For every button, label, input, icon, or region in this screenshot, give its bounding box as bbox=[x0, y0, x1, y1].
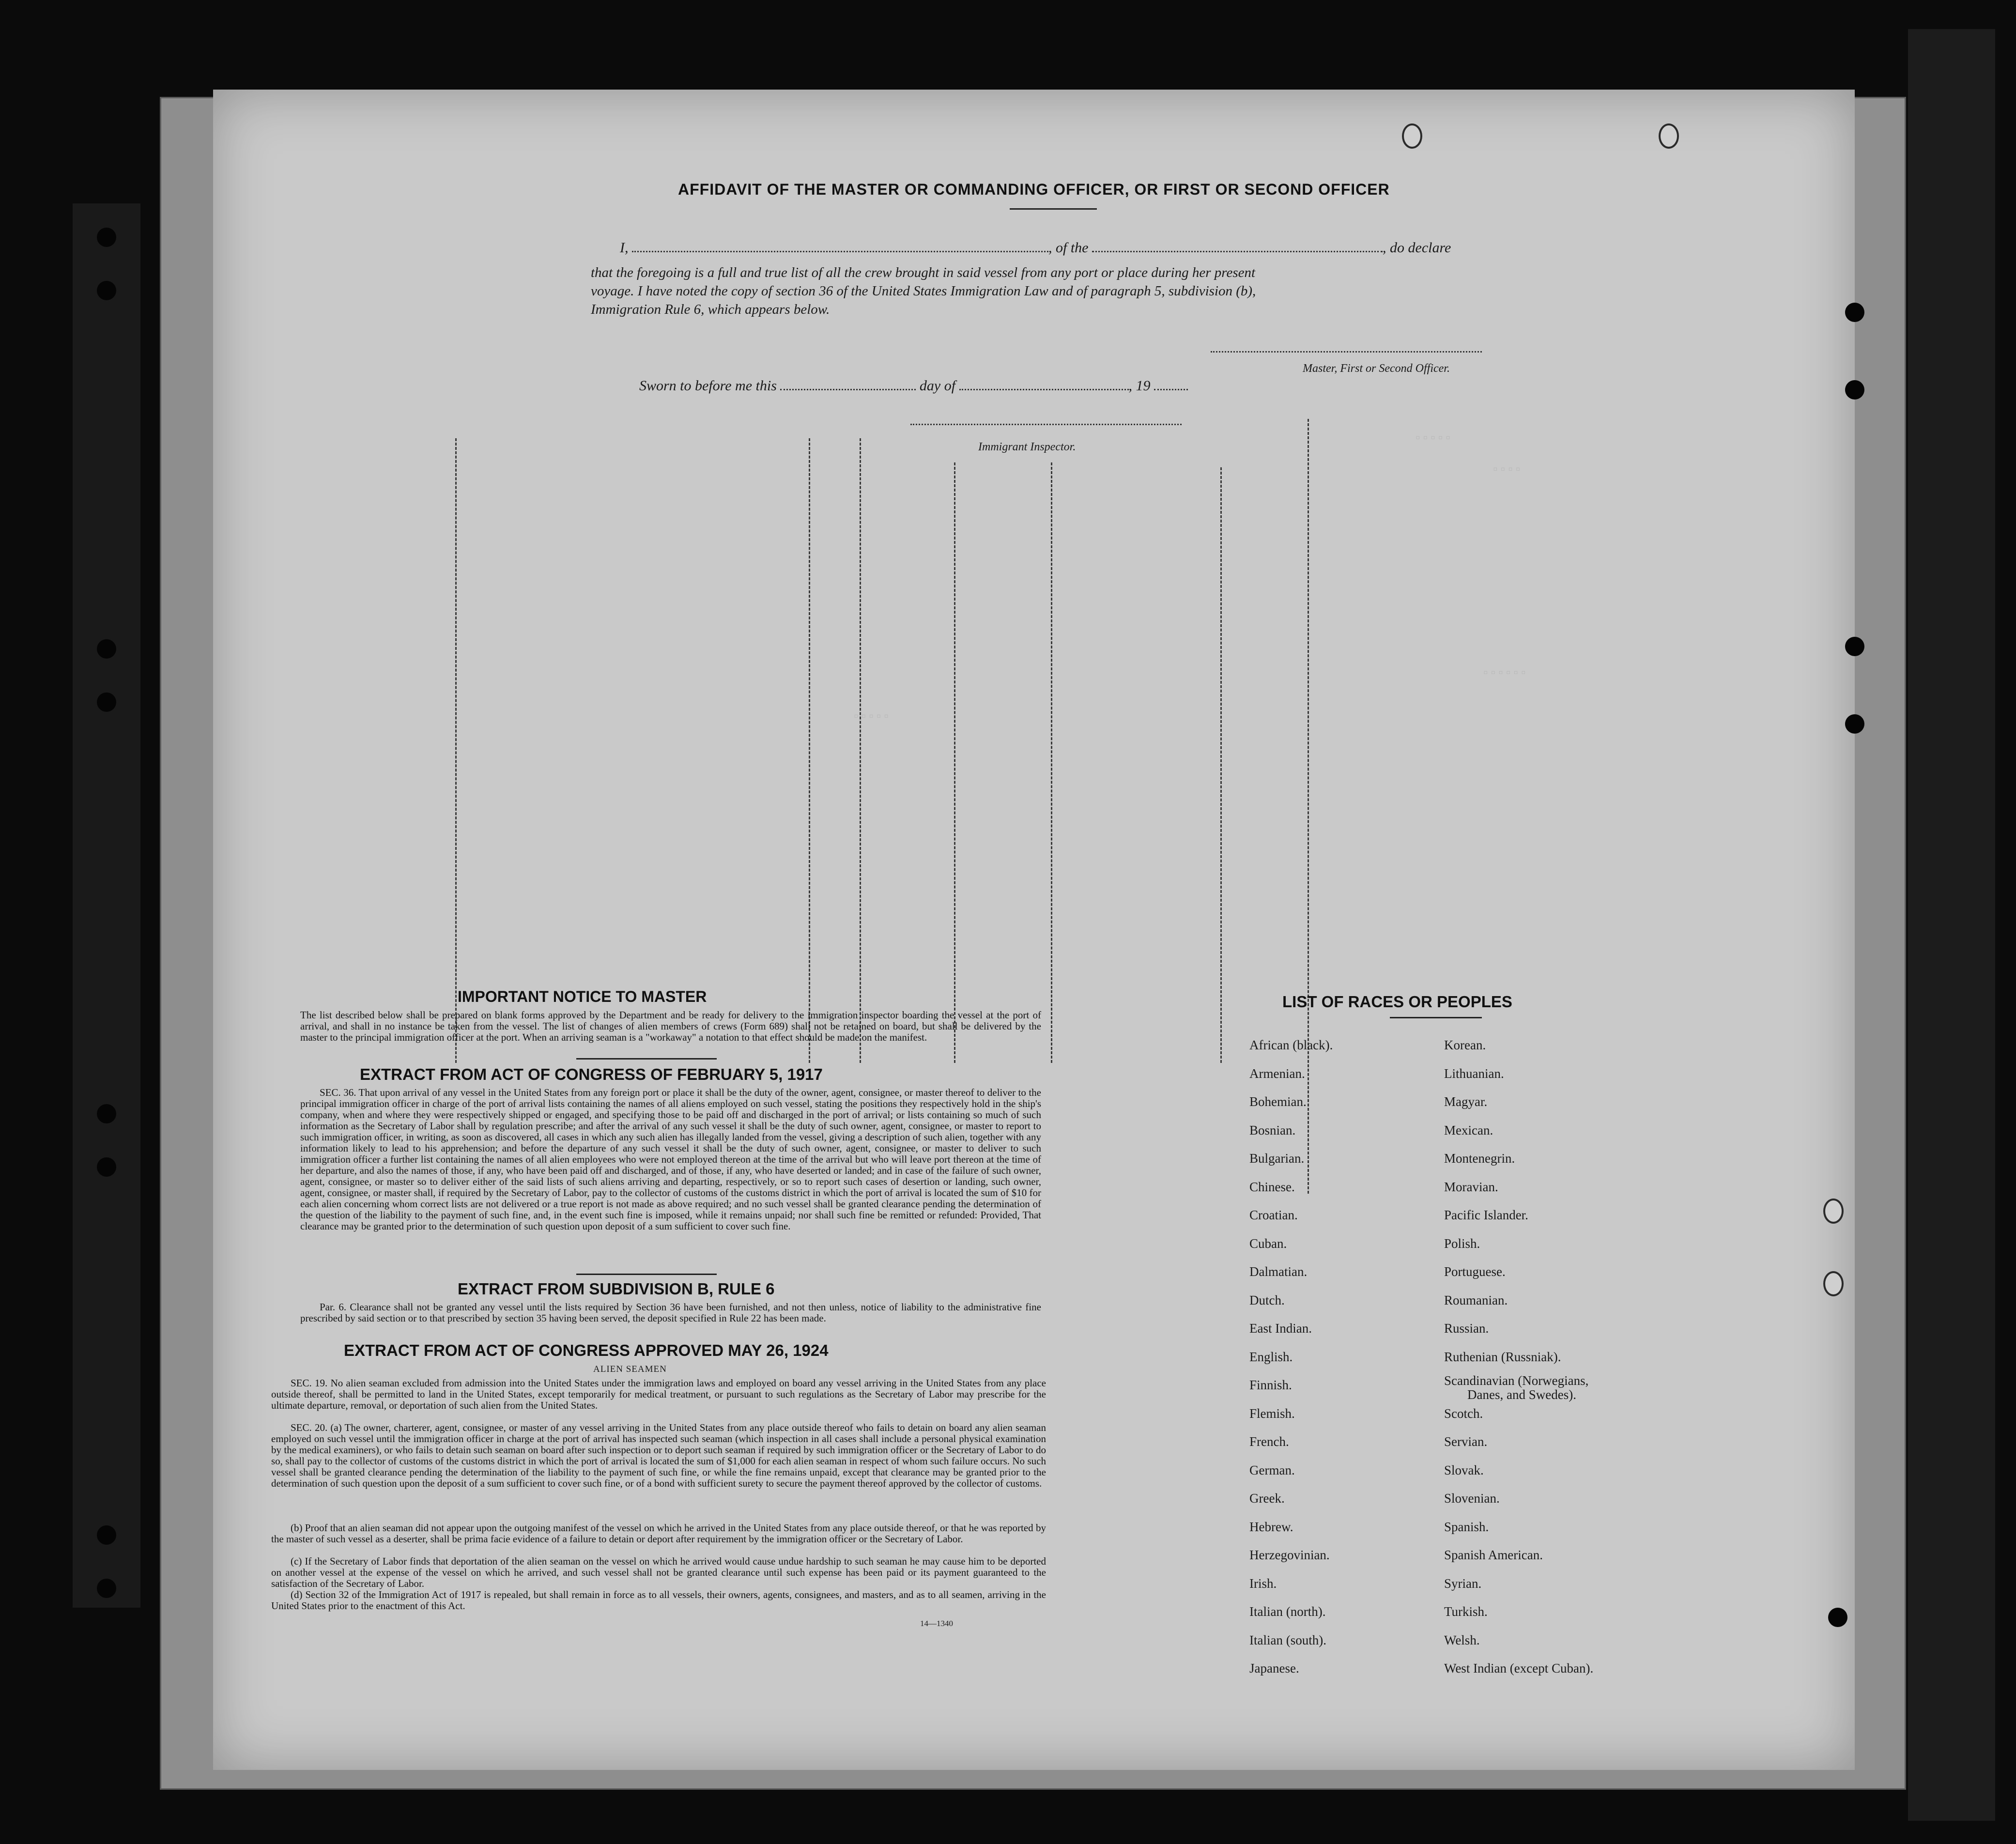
bleed-through-text: ▫▫▫▫▫▫ bbox=[1482, 666, 1527, 680]
extract-1924-sec20a: SEC. 20. (a) The owner, charterer, agent, consignee, or master of any vessel arriving in the United States from any place outside thereof who fails to detain on board any alien seaman employed on such vessel until the immigration officer in charge at the port of arrival has inspected such seaman (which inspection in all cases shall include a personal physical examination by the medical examiners), or who fails to detain such seaman on board after such inspection or to deport such seaman if required by such immigration officer or the Secretary of Labor to do so, shall pay to the collector of customs of the customs district in which the port of arrival is located the sum of $1,000 for each alien seaman in respect of whom such failure occurs. No such vessel shall be granted clearance pending the determination of the liability to the payment of such fine, or while the fine remains unpaid, except that clearance may be granted prior to the determination of such question upon the deposit of a sum sufficient to cover such fine, or of a bond with sufficient surety to secure the payment thereof approved by the collector of customs. bbox=[271, 1422, 1046, 1489]
of-the-label: , of the bbox=[1048, 240, 1089, 256]
race-item: Montenegrin. bbox=[1444, 1151, 1515, 1166]
affidavit-line-3: voyage. I have noted the copy of section 36 of the United States Immigration Law and of paragraph 5, subdivision (b), bbox=[591, 283, 1256, 299]
master-signature-field[interactable] bbox=[1211, 351, 1482, 353]
form-page bbox=[213, 90, 1855, 1770]
column-guide bbox=[860, 438, 862, 1063]
race-item: Ruthenian (Russniak). bbox=[1444, 1350, 1561, 1364]
race-item: Polish. bbox=[1444, 1236, 1480, 1251]
affidavit-line-1 bbox=[620, 240, 1451, 256]
divider bbox=[576, 1058, 717, 1060]
punch-hole bbox=[1823, 1199, 1844, 1224]
race-item: Roumanian. bbox=[1444, 1293, 1508, 1307]
race-item-continuation: Danes, and Swedes). bbox=[1467, 1387, 1576, 1402]
vessel-name-field[interactable] bbox=[1092, 251, 1383, 252]
divider bbox=[1390, 1017, 1482, 1018]
extract-rule6-text: Par. 6. Clearance shall not be granted any vessel until the lists required by Section 36 have been furnished, and not then unless, notice of liability to the administrative fine prescribed by said section or to that prescribed by section 35 having been served, the deposit specified in Rule 22 has been made. bbox=[300, 1301, 1041, 1324]
extract-1917-text: SEC. 36. That upon arrival of any vessel in the United States from any foreign port or place it shall be the duty of the owner, agent, consignee, or master thereof to deliver to the principal immigration officer in charge of the port of arrival lists containing the names of all aliens employed on such vessel, stating the positions they respectively hold in the ship's company, when and where they were respectively shipped or engaged, and specifying those to be paid off and discharged in the port of arrival; or lists containing so much of such information as the Secretary of Labor shall by regulation prescribe; and after the arrival of any such vessel it shall be the duty of such owner, agent, consignee, or master to report to such immigration officer, in writing, as soon as discovered, all cases in which any such alien has illegally landed from the vessel, giving a description of such alien, together with any information likely to lead to his apprehension; and before the departure of any such vessel it shall be the duty of such owner, agent, consignee, or master to deliver to such immigration officer a further list containing the names of all alien employees who were not employed thereon at the time of the arrival but who will leave port thereon at the time of her departure, and also the names of those, if any, who have been paid off and discharged, and of those, if any, who have deserted or landed; and in case of the failure of such owner, agent, consignee, or master so to deliver either of the said lists of such aliens arriving and departing, respectively, or so to report such cases of desertion or landing, such owner, agent, consignee, or master shall, if required by the Secretary of Labor, pay to the collector of customs of the customs district in which the port of arrival is located the sum of $10 for each alien concerning whom correct lists are not delivered or a true report is not made as above required; and no such vessel shall be granted clearance pending the determination of the question of the liability to the payment of such fine, and, in the event such fine is imposed, while it remains unpaid; nor shall such fine be remitted or refunded: Provided, That clearance may be granted prior to the determination of such question upon deposit of a sum sufficient to cover such fine. bbox=[300, 1087, 1041, 1232]
sworn-prefix: Sworn to before me this bbox=[639, 378, 777, 394]
notice-text: The list described below shall be prepared on blank forms approved by the Department and be ready for delivery to the immigration inspector boarding the vessel at the port of arrival, and shall in no instance be taken from the vessel. The list of changes of alien members of crews (Form 689) shall not be retained on board, but shall be delivered by the master to the principal immigration officer at the port. When an arriving seaman is a "workaway" a notation to that effect should be made on the manifest. bbox=[300, 1009, 1041, 1043]
extract-rule6-title: EXTRACT FROM SUBDIVISION B, RULE 6 bbox=[458, 1280, 775, 1298]
race-item: French. bbox=[1249, 1434, 1289, 1449]
race-item: Spanish American. bbox=[1444, 1548, 1543, 1562]
extract-1924-sec20d: (d) Section 32 of the Immigration Act of 1917 is repealed, but shall remain in force as to all vessels, their owners, agents, consignees, and masters, and as to all seamen, arriving in the United States prior to the enactment of this Act. bbox=[271, 1589, 1046, 1612]
binder-edge-right bbox=[1908, 29, 1995, 1821]
sworn-month-field[interactable] bbox=[959, 389, 1129, 390]
race-item: Herzegovinian. bbox=[1249, 1548, 1330, 1562]
column-guide bbox=[1051, 462, 1054, 1063]
binder-hole bbox=[97, 1157, 116, 1177]
race-item: Japanese. bbox=[1249, 1661, 1299, 1675]
affidavit-line-2: that the foregoing is a full and true list of all the crew brought in said vessel from any port or place during her present bbox=[591, 265, 1256, 280]
race-item: Mexican. bbox=[1444, 1123, 1493, 1137]
declarant-prefix: I, bbox=[620, 240, 629, 256]
race-item: Welsh. bbox=[1444, 1633, 1480, 1647]
sworn-year-field[interactable] bbox=[1154, 389, 1188, 390]
inspector-signature-field[interactable] bbox=[910, 424, 1182, 425]
sworn-line bbox=[639, 378, 1188, 394]
do-declare-label: , do declare bbox=[1383, 240, 1451, 256]
race-item: Croatian. bbox=[1249, 1208, 1298, 1222]
race-item: Bulgarian. bbox=[1249, 1151, 1305, 1166]
binder-hole bbox=[97, 692, 116, 712]
binder-hole bbox=[97, 281, 116, 300]
race-item: Greek. bbox=[1249, 1491, 1285, 1506]
race-item: German. bbox=[1249, 1463, 1295, 1477]
race-item: Scotch. bbox=[1444, 1406, 1483, 1421]
race-item: Slovak. bbox=[1444, 1463, 1484, 1477]
column-guide bbox=[809, 438, 812, 1063]
races-title: LIST OF RACES OR PEOPLES bbox=[1282, 993, 1512, 1011]
extract-1924-sec20b: (b) Proof that an alien seaman did not appear upon the outgoing manifest of the vessel on which he arrived in the United States from any place outside thereof, or that he was reported by the master of such vessel as a deserter, shall be prima facie evidence of a failure to detain or deport after requirement by the immigration officer or the Secretary of Labor. bbox=[271, 1522, 1046, 1545]
race-item: Syrian. bbox=[1444, 1576, 1482, 1591]
alien-seamen-subtitle: ALIEN SEAMEN bbox=[593, 1364, 667, 1374]
title-underline bbox=[1010, 208, 1097, 210]
form-number: 14—1340 bbox=[920, 1619, 953, 1628]
race-item: Magyar. bbox=[1444, 1094, 1488, 1109]
race-item: Slovenian. bbox=[1444, 1491, 1500, 1506]
race-item: Moravian. bbox=[1444, 1180, 1498, 1194]
column-guide bbox=[455, 438, 458, 1063]
punch-hole bbox=[1823, 1271, 1844, 1296]
race-item: Portuguese. bbox=[1444, 1264, 1506, 1279]
inspector-label: Immigrant Inspector. bbox=[978, 441, 1076, 453]
bleed-through-text: ▫▫▫▫▫ bbox=[1414, 431, 1452, 446]
master-signature-label: Master, First or Second Officer. bbox=[1303, 362, 1450, 375]
race-item: Lithuanian. bbox=[1444, 1066, 1504, 1081]
race-item: Korean. bbox=[1444, 1038, 1486, 1052]
race-item: Bosnian. bbox=[1249, 1123, 1296, 1137]
race-item: Scandinavian (Norwegians, bbox=[1444, 1373, 1589, 1388]
race-item: African (black). bbox=[1249, 1038, 1333, 1052]
race-item: Dutch. bbox=[1249, 1293, 1285, 1307]
race-item: West Indian (except Cuban). bbox=[1444, 1661, 1594, 1675]
punch-hole bbox=[1845, 714, 1864, 734]
race-item: English. bbox=[1249, 1350, 1293, 1364]
race-item: Turkish. bbox=[1444, 1604, 1488, 1619]
day-of-label: day of bbox=[919, 378, 956, 394]
divider bbox=[576, 1274, 717, 1275]
punch-hole bbox=[1845, 303, 1864, 322]
notice-title: IMPORTANT NOTICE TO MASTER bbox=[458, 988, 707, 1005]
race-item: Armenian. bbox=[1249, 1066, 1305, 1081]
race-item: Flemish. bbox=[1249, 1406, 1295, 1421]
extract-1924-title: EXTRACT FROM ACT OF CONGRESS APPROVED MAY 26, 1924 bbox=[344, 1341, 829, 1359]
declarant-name-field[interactable] bbox=[632, 251, 1048, 252]
extract-1924-sec20c: (c) If the Secretary of Labor finds that deportation of the alien seaman on the vessel on which he arrived would cause undue hardship to such seaman he may cause him to be deported on another vessel at the expense of the vessel on which he arrived, and such vessel shall not be granted clearance until such expense has been paid or its payment guaranteed to the satisfaction of the Secretary of Labor. bbox=[271, 1555, 1046, 1589]
race-item: Cuban. bbox=[1249, 1236, 1287, 1251]
binder-hole bbox=[97, 639, 116, 659]
affidavit-line-4: Immigration Rule 6, which appears below. bbox=[591, 302, 830, 317]
race-item: Italian (north). bbox=[1249, 1604, 1326, 1619]
extract-1917-title: EXTRACT FROM ACT OF CONGRESS OF FEBRUARY 5, 1917 bbox=[360, 1065, 823, 1083]
race-item: Bohemian. bbox=[1249, 1094, 1307, 1109]
race-item: Servian. bbox=[1444, 1434, 1488, 1449]
race-item: Irish. bbox=[1249, 1576, 1277, 1591]
race-item: Spanish. bbox=[1444, 1520, 1489, 1534]
bleed-through-text: ▫▫▫▫ bbox=[1492, 462, 1522, 477]
race-item: East Indian. bbox=[1249, 1321, 1312, 1336]
punch-hole bbox=[1845, 637, 1864, 656]
race-item: Pacific Islander. bbox=[1444, 1208, 1528, 1222]
binder-hole bbox=[97, 1104, 116, 1123]
column-guide bbox=[1308, 419, 1310, 1194]
extract-1924-sec19: SEC. 19. No alien seaman excluded from admission into the United States under the immigration laws and employed on board any vessel arriving in the United States from any place outside thereof, shall be permitted to land in the United States, except temporarily for medical treatment, or pursuant to such regulations as the Secretary of Labor may prescribe for the ultimate departure, removal, or deportation of such alien from the United States. bbox=[271, 1377, 1046, 1411]
race-item: Italian (south). bbox=[1249, 1633, 1326, 1647]
affidavit-title: AFFIDAVIT OF THE MASTER OR COMMANDING OFFICER, OR FIRST OR SECOND OFFICER bbox=[678, 181, 1390, 198]
column-guide bbox=[1220, 467, 1223, 1063]
punch-hole bbox=[1828, 1608, 1847, 1627]
year-label: , 19 bbox=[1128, 378, 1151, 394]
race-item: Hebrew. bbox=[1249, 1520, 1293, 1534]
binder-hole bbox=[97, 1525, 116, 1545]
punch-hole bbox=[1402, 123, 1422, 149]
punch-hole bbox=[1659, 123, 1679, 149]
binder-holes-strip bbox=[73, 203, 140, 1608]
race-item: Chinese. bbox=[1249, 1180, 1295, 1194]
race-item: Russian. bbox=[1444, 1321, 1489, 1336]
race-item: Dalmatian. bbox=[1249, 1264, 1308, 1279]
punch-hole bbox=[1845, 380, 1864, 400]
race-item: Finnish. bbox=[1249, 1378, 1292, 1392]
column-guide bbox=[954, 462, 957, 1063]
sworn-day-field[interactable] bbox=[780, 389, 916, 390]
bleed-through-text: ▫▫▫▫▫ bbox=[852, 709, 891, 724]
binder-hole bbox=[97, 1579, 116, 1598]
binder-hole bbox=[97, 228, 116, 247]
